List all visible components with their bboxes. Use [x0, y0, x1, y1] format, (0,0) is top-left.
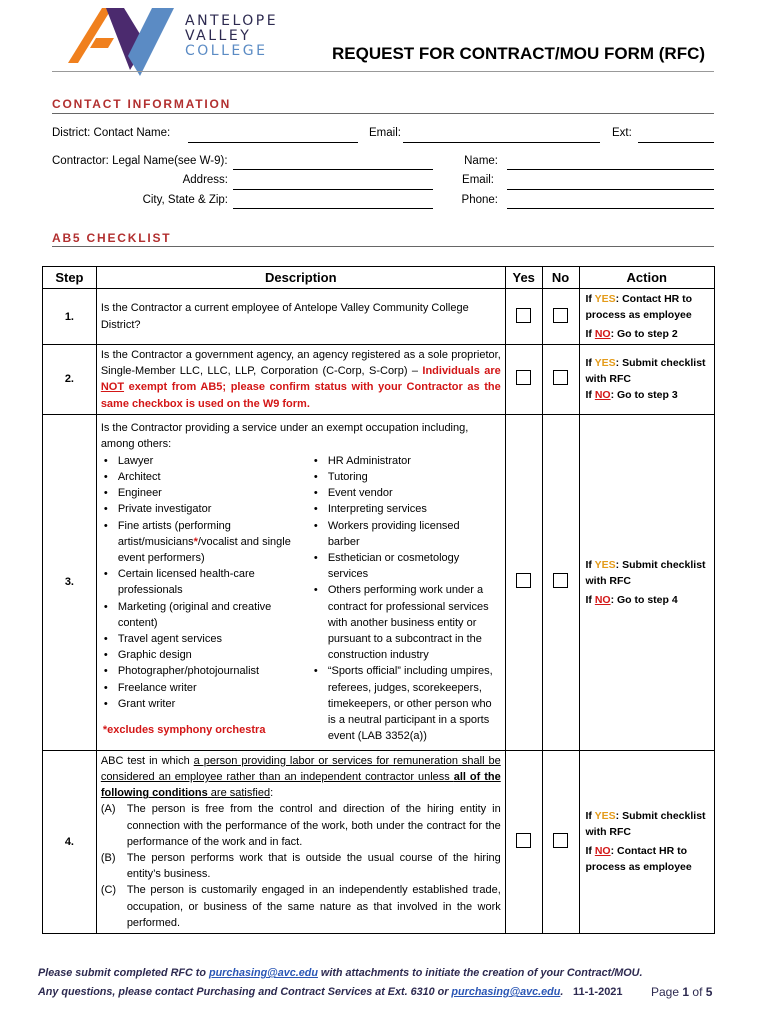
exempt-occupations-list-1	[101, 453, 311, 745]
list-item: • Tutoring	[311, 469, 493, 485]
step-3-action: If YES: Submit checklist with RFC If NO: Go to step 4	[579, 414, 715, 750]
list-item: • Photographer/photojournalist	[101, 663, 311, 679]
step-3-no-cell	[542, 414, 579, 750]
step-3-yes-checkbox[interactable]	[516, 573, 531, 588]
district-ext-field[interactable]	[638, 142, 714, 143]
list-item: • Graphic design	[101, 647, 311, 663]
logo-wordmark: ANTELOPE VALLEY COLLEGE	[185, 13, 279, 59]
contractor-name-field[interactable]	[507, 169, 714, 170]
step-number: 4.	[43, 750, 97, 933]
list-item: • Freelance writer	[101, 680, 311, 696]
list-item: • Workers providing licensed barber	[311, 518, 493, 550]
list-item: • Esthetician or cosmetology services	[311, 550, 493, 582]
list-item: • Others performing work under a contract for professional services with another business entity or pursuant to a subcontract in the construction industry	[311, 582, 493, 663]
form-revision-date: 11-1-2021	[573, 986, 623, 998]
no-action: Go to step 3	[617, 389, 678, 402]
contractor-name-label: Name:	[464, 155, 498, 167]
step-2-yes-cell	[505, 345, 542, 415]
district-ext-label: Ext:	[612, 127, 632, 139]
step-4-description	[96, 750, 505, 933]
step-1-no-cell	[542, 289, 579, 345]
list-item: • Travel agent services	[101, 631, 311, 647]
list-item: • Interpreting services	[311, 501, 493, 517]
title-divider	[52, 71, 714, 72]
excludes-note: *excludes symphony orchestra	[102, 723, 266, 736]
condition-a: (A) The person is free from the control and direction of the hiring entity in connection with the performance of the work, both under the contract for the performance of the work and in fact.	[100, 803, 501, 848]
no-word: NO	[594, 389, 611, 402]
step-2-no-checkbox[interactable]	[553, 370, 568, 385]
contractor-legal-name-label: Contractor: Legal Name(see W-9):	[52, 155, 228, 167]
action-column-header: Action	[579, 267, 715, 289]
step-4-yes-cell	[505, 750, 542, 933]
step-3-intro: Is the Contractor providing a service under an exempt occupation including, among others:	[100, 422, 469, 451]
list-item: • HR Administrator	[311, 453, 493, 469]
table-header-row	[43, 267, 715, 289]
page-number: Page 1 of 5	[651, 985, 713, 999]
contact-section-heading: CONTACT INFORMATION	[52, 97, 232, 111]
list-item: • Private investigator	[101, 501, 311, 517]
step-1-description: Is the Contractor a current employee of Antelope Valley Community College District?	[96, 289, 505, 345]
contractor-email-field[interactable]	[507, 189, 714, 190]
list-item: • Engineer	[101, 485, 311, 501]
step-2-yes-checkbox[interactable]	[516, 370, 531, 385]
contractor-city-field[interactable]	[233, 208, 433, 209]
step-2-description	[96, 345, 505, 415]
step-4-action: If YES: Submit checklist with RFC If NO: Contact HR to process as employee	[579, 750, 715, 933]
step-2-warning: Individuals are NOT exempt from AB5; please confirm status with your Contractor as the same checkbox is used on the W9 form.	[100, 365, 501, 410]
footer-questions-note: Any questions, please contact Purchasing and Contract Services at Ext. 6310 or purchasing@avc.edu.	[38, 986, 564, 998]
list-item: • Marketing (original and creative content)	[101, 599, 311, 631]
contractor-address-label: Address:	[182, 174, 228, 186]
step-number: 1.	[43, 289, 97, 345]
condition-b: (B) The person performs work that is outside the usual course of the hiring entity’s business.	[100, 852, 501, 881]
yes-word: YES	[594, 810, 616, 823]
no-word: NO	[594, 845, 611, 858]
step-4-no-checkbox[interactable]	[553, 833, 568, 848]
district-email-label: Email:	[369, 127, 401, 139]
step-4-yes-checkbox[interactable]	[516, 833, 531, 848]
list-item: • Architect	[101, 469, 311, 485]
exempt-occupations-list-2	[311, 453, 493, 745]
step-1-yes-checkbox[interactable]	[516, 308, 531, 323]
description-column-header: Description	[96, 267, 505, 289]
step-column-header: Step	[43, 267, 97, 289]
yes-column-header: Yes	[505, 267, 542, 289]
step-2-no-cell	[542, 345, 579, 415]
list-item: • Event vendor	[311, 485, 493, 501]
no-word: NO	[594, 328, 611, 340]
step-2-action: If YES: Submit checklist with RFC If NO: Go to step 3	[579, 345, 715, 415]
step-4-no-cell	[542, 750, 579, 933]
contact-section-divider	[52, 113, 714, 114]
list-item: • Grant writer	[101, 696, 311, 712]
no-action: Go to step 4	[617, 593, 678, 606]
purchasing-email-link-2[interactable]: purchasing@avc.edu	[451, 986, 561, 998]
contractor-city-label: City, State & Zip:	[142, 194, 228, 206]
contractor-phone-field[interactable]	[507, 208, 714, 209]
no-column-header: No	[542, 267, 579, 289]
table-row	[43, 750, 715, 933]
ab5-checklist-table	[42, 266, 715, 934]
step-3-no-checkbox[interactable]	[553, 573, 568, 588]
table-row	[43, 414, 715, 750]
step-1-no-checkbox[interactable]	[553, 308, 568, 323]
contractor-address-field[interactable]	[233, 189, 433, 190]
ab5-section-heading: AB5 CHECKLIST	[52, 231, 172, 245]
yes-word: YES	[594, 357, 616, 370]
abc-test-intro: ABC test in which a person providing labor or services for remuneration shall be considered an employee rather than an independent contractor unless all of the following conditions are satisfied:	[100, 754, 501, 800]
contractor-phone-label: Phone:	[461, 194, 498, 206]
yes-action: Submit checklist with RFC	[585, 357, 706, 386]
step-number: 2.	[43, 345, 97, 415]
form-title: REQUEST FOR CONTRACT/MOU FORM (RFC)	[332, 44, 706, 63]
contractor-email-label: Email:	[462, 174, 494, 186]
step-2-question: Is the Contractor a government agency, an agency registered as a sole proprietor, Single-Member LLC, LLC, LLP, Corporation (C-Corp, S-Corp) –	[100, 349, 501, 378]
condition-c: (C) The person is customarily engaged in an independently established trade, occupation, or business of the same nature as that involved in the work performed.	[100, 884, 501, 929]
district-contact-name-field[interactable]	[188, 142, 358, 143]
ab5-section-divider	[52, 246, 714, 247]
yes-action: Contact HR to process as employee	[585, 293, 693, 321]
district-contact-label: District: Contact Name:	[52, 127, 171, 139]
no-word: NO	[594, 593, 611, 606]
purchasing-email-link[interactable]: purchasing@avc.edu	[208, 967, 318, 979]
footer-submit-note: Please submit completed RFC to purchasing@avc.edu with attachments to initiate the creation of your Contract/MOU.	[38, 967, 643, 979]
yes-action: Submit checklist with RFC	[585, 558, 706, 587]
contractor-legal-name-field[interactable]	[233, 169, 433, 170]
list-item: • Lawyer	[101, 453, 311, 469]
yes-word: YES	[594, 558, 616, 571]
step-3-description	[96, 414, 505, 750]
yes-action: Submit checklist with RFC	[585, 810, 706, 839]
antelope-valley-logo-mark	[68, 8, 188, 78]
step-3-yes-cell	[505, 414, 542, 750]
district-email-field[interactable]	[403, 142, 600, 143]
table-row	[43, 345, 715, 415]
step-1-yes-cell	[505, 289, 542, 345]
no-action: Contact HR to process as employee	[585, 845, 692, 874]
step-1-action: If YES: Contact HR to process as employee If NO: Go to step 2	[579, 289, 715, 345]
list-item: • Fine artists (performing artist/musicians*/vocalist and single event performers)	[101, 518, 311, 567]
yes-word: YES	[594, 293, 616, 305]
no-action: Go to step 2	[617, 328, 678, 340]
list-item: • “Sports official” including umpires, referees, judges, scorekeepers, timekeepers, or other person who is a neutral participant in a sports event (LAB 3352(a))	[311, 663, 493, 744]
table-row	[43, 289, 715, 345]
step-number: 3.	[43, 414, 97, 750]
list-item: • Certain licensed health-care professionals	[101, 566, 311, 598]
